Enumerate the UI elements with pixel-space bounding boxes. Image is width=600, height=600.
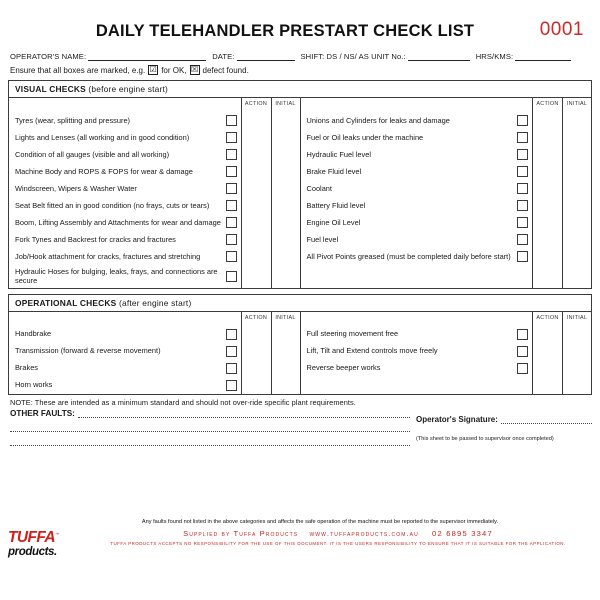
supplier-info <box>74 529 592 546</box>
checklist-checkbox[interactable] <box>226 271 237 282</box>
checklist-filler-row <box>301 265 533 282</box>
action-column-header: ACTION <box>244 314 268 321</box>
title-row <box>8 0 592 44</box>
checklist-item <box>301 163 533 180</box>
crossed-box-icon: ☒ <box>190 65 199 74</box>
checklist-item <box>301 360 533 377</box>
supervisor-note: (This sheet to be passed to supervisor once completed) <box>416 435 554 442</box>
checklist-item <box>9 197 241 214</box>
checklist-checkbox[interactable] <box>226 234 237 245</box>
checklist-checkbox[interactable] <box>517 132 528 143</box>
checklist-item-label: Condition of all gauges (visible and all working) <box>15 149 170 159</box>
operator-name-label: OPERATOR'S NAME: <box>10 52 87 61</box>
checklist-item-label: Lift, Tilt and Extend controls move freely <box>306 346 438 356</box>
checklist-checkbox[interactable] <box>226 200 237 211</box>
other-faults-block <box>10 409 410 451</box>
visual-left-items <box>9 98 241 288</box>
operational-left-initial-column <box>271 312 300 394</box>
checklist-item-label: Coolant <box>306 183 332 193</box>
ok-text: for OK, <box>161 65 187 75</box>
signature-row <box>416 415 592 424</box>
initial-column-header: INITIAL <box>566 314 588 321</box>
checklist-item-label: Seat Belt fitted an in good condition (no frays, cuts or tears) <box>15 200 210 210</box>
checklist-item-label: Hydraulic Hoses for bulging, leaks, frays, and connections are secure <box>15 267 218 286</box>
checklist-item-label: Engine Oil Level <box>306 217 361 227</box>
checklist-item-label: Horn works <box>15 380 53 390</box>
checklist-item <box>301 248 533 265</box>
checklist-item-label: Tyres (wear, splitting and pressure) <box>15 115 131 125</box>
checklist-checkbox[interactable] <box>226 346 237 357</box>
defect-text: defect found. <box>202 65 249 75</box>
operational-right-initial-column <box>562 312 591 394</box>
page-title: DAILY TELEHANDLER PRESTART CHECK LIST <box>95 22 475 40</box>
operator-name-input[interactable] <box>88 52 206 61</box>
visual-checks-subtitle: (before engine start) <box>88 84 169 94</box>
checklist-item <box>301 129 533 146</box>
visual-checks-title: VISUAL CHECKS <box>15 84 86 94</box>
visual-right-half <box>300 98 592 288</box>
checklist-item-label: All Pivot Points greased (must be completed daily before start) <box>306 251 511 261</box>
action-column-header: ACTION <box>244 101 268 107</box>
shift-unit-label: SHIFT: DS / NS/ AS UNIT No.: <box>300 52 406 61</box>
checklist-checkbox[interactable] <box>226 132 237 143</box>
checklist-item <box>9 112 241 129</box>
checklist-checkbox[interactable] <box>517 149 528 160</box>
initial-column-header: INITIAL <box>275 101 296 107</box>
visual-right-items <box>301 98 533 288</box>
checklist-checkbox[interactable] <box>226 115 237 126</box>
operational-right-items <box>301 312 533 394</box>
action-column-header: ACTION <box>536 101 559 107</box>
checklist-item <box>9 129 241 146</box>
checklist-item-label: Lights and Lenses (all working and in good condition) <box>15 132 190 142</box>
other-faults-row <box>10 409 410 418</box>
operational-checks-section <box>8 294 592 395</box>
checklist-item-label: Windscreen, Wipers & Washer Water <box>15 183 137 193</box>
checklist-checkbox[interactable] <box>226 217 237 228</box>
supplied-by-text: Supplied by Tuffa Products <box>183 528 299 538</box>
bottom-strip <box>0 519 600 559</box>
operational-right-list <box>301 326 533 394</box>
checklist-item-label: Job/Hook attachment for cracks, fractures and stretching <box>15 251 201 261</box>
hrs-kms-input[interactable] <box>515 52 571 61</box>
visual-checks-section <box>8 80 592 289</box>
checklist-item <box>9 326 241 343</box>
supplier-line <box>84 529 592 538</box>
checklist-checkbox[interactable] <box>517 251 528 262</box>
visual-right-initial-column <box>562 98 591 288</box>
operational-left-half <box>9 312 300 394</box>
checklist-checkbox[interactable] <box>517 200 528 211</box>
checklist-item <box>301 214 533 231</box>
operational-checks-title: OPERATIONAL CHECKS <box>15 297 117 308</box>
operational-left-action-column <box>241 312 271 394</box>
checklist-item <box>9 214 241 231</box>
other-faults-input[interactable] <box>78 410 410 418</box>
checklist-checkbox[interactable] <box>226 183 237 194</box>
brand-row <box>8 529 592 559</box>
checklist-item-label: Brake Fluid level <box>306 166 362 176</box>
checklist-item-label: Handbrake <box>15 329 52 339</box>
visual-left-half <box>9 98 300 288</box>
operational-right-half <box>300 312 592 394</box>
checklist-item <box>301 197 533 214</box>
checklist-item <box>301 343 533 360</box>
unit-no-input[interactable] <box>408 52 470 61</box>
checklist-checkbox[interactable] <box>517 217 528 228</box>
visual-right-list <box>301 112 533 282</box>
tuffa-logo <box>8 529 74 559</box>
instructions-text: Ensure that all boxes are marked, e.g. <box>10 65 146 75</box>
signature-input[interactable] <box>501 416 592 424</box>
initial-column-header: INITIAL <box>275 314 296 321</box>
checklist-checkbox[interactable] <box>517 183 528 194</box>
checklist-item <box>9 146 241 163</box>
checklist-item <box>301 326 533 343</box>
checklist-checkbox[interactable] <box>226 149 237 160</box>
checklist-item <box>9 360 241 377</box>
checklist-item-label: Battery Fluid level <box>306 200 366 210</box>
hrs-kms-label: HRS/KMS: <box>475 52 514 61</box>
checklist-item-label: Reverse beeper works <box>306 363 381 373</box>
checklist-item-label: Boom, Lifting Assembly and Attachments for wear and damage <box>15 217 221 227</box>
checklist-checkbox[interactable] <box>517 234 528 245</box>
checklist-item <box>301 146 533 163</box>
checklist-item <box>9 180 241 197</box>
faults-signature-row <box>8 409 592 451</box>
operational-checks-grid <box>9 312 591 394</box>
date-input[interactable] <box>237 52 295 61</box>
website-link[interactable]: www.tuffaproducts.com.au <box>309 528 419 538</box>
operational-right-action-column <box>532 312 562 394</box>
checklist-checkbox[interactable] <box>517 346 528 357</box>
checklist-checkbox[interactable] <box>226 380 237 391</box>
checklist-item-label: Hydraulic Fuel level <box>306 149 371 159</box>
checklist-item <box>9 163 241 180</box>
any-faults-note: Any faults found not listed in the above categories and affects the safe operation of the machine must be reported to the supervisor immediately. <box>141 518 499 525</box>
checklist-item-label: Fuel level <box>306 234 339 244</box>
checklist-item <box>301 180 533 197</box>
checklist-checkbox[interactable] <box>517 363 528 374</box>
checklist-item-label: Unions and Cylinders for leaks and damage <box>306 115 450 125</box>
trademark-icon: ™ <box>54 531 59 537</box>
visual-left-action-column <box>241 98 271 288</box>
checklist-item <box>9 265 241 288</box>
visual-checks-grid <box>9 98 591 288</box>
logo-products-word: products. <box>8 545 57 558</box>
logo-tuffa-word: TUFFA <box>8 528 55 546</box>
initial-column-header: INITIAL <box>566 101 588 107</box>
operational-checks-heading <box>9 295 591 312</box>
date-label: DATE: <box>212 52 235 61</box>
operational-left-items <box>9 312 241 394</box>
other-faults-label: OTHER FAULTS: <box>10 408 75 418</box>
checklist-item-label: Fork Tynes and Backrest for cracks and fractures <box>15 234 176 244</box>
checklist-checkbox[interactable] <box>517 115 528 126</box>
checklist-item-label: Full steering movement free <box>306 329 399 339</box>
checklist-checkbox[interactable] <box>517 166 528 177</box>
visual-right-action-column <box>532 98 562 288</box>
checklist-item <box>9 248 241 265</box>
checklist-item <box>301 112 533 129</box>
serial-number: 0001 <box>539 19 584 40</box>
other-faults-line-3[interactable] <box>10 437 410 446</box>
checked-box-icon: ☑ <box>149 65 157 74</box>
checklist-filler-row <box>301 377 533 394</box>
legal-disclaimer: TUFFA PRODUCTS ACCEPTS NO RESPONSIBILITY FOR THE USE OF THIS DOCUMENT. IT IS THE USERS RESPONSIBILITY TO ENSURE THAT IT IS SUITABLE FOR THE APPLICATION. <box>110 540 566 546</box>
signature-label: Operator's Signature: <box>416 414 498 424</box>
signature-block <box>410 409 592 451</box>
checklist-item <box>9 343 241 360</box>
checklist-checkbox[interactable] <box>226 166 237 177</box>
visual-checks-heading <box>9 81 591 98</box>
operational-checks-subtitle: (after engine start) <box>119 297 192 308</box>
checklist-checkbox[interactable] <box>226 363 237 374</box>
visual-left-initial-column <box>271 98 300 288</box>
checklist-item <box>301 231 533 248</box>
logo-primary-text <box>8 530 74 546</box>
checklist-item-label: Fuel or Oil leaks under the machine <box>306 132 424 142</box>
minimum-standard-note: NOTE: These are intended as a minimum standard and should not over-ride specific plant requirements. <box>10 397 356 407</box>
phone-number: 02 6895 3347 <box>432 528 493 538</box>
action-column-header: ACTION <box>536 314 559 321</box>
checklist-item-label: Machine Body and ROPS & FOPS for wear & damage <box>15 166 193 176</box>
checklist-item <box>9 231 241 248</box>
checklist-item <box>9 377 241 394</box>
operator-info-row <box>8 52 592 61</box>
checklist-item-label: Brakes <box>15 363 39 373</box>
checklist-checkbox[interactable] <box>517 329 528 340</box>
checklist-item-label: Transmission (forward & reverse movement) <box>15 346 161 356</box>
visual-left-list <box>9 112 241 288</box>
instructions-row <box>8 65 592 75</box>
other-faults-line-2[interactable] <box>10 423 410 432</box>
checklist-checkbox[interactable] <box>226 329 237 340</box>
operational-left-list <box>9 326 241 394</box>
checklist-checkbox[interactable] <box>226 251 237 262</box>
